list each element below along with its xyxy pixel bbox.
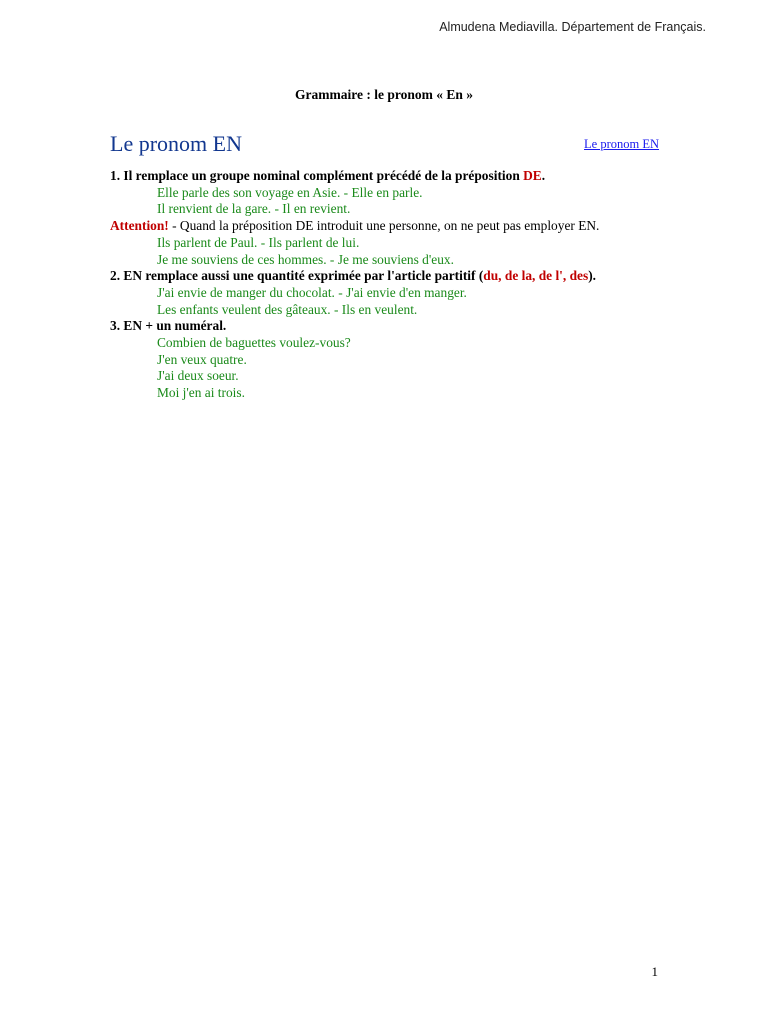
rule-1 <box>110 168 655 185</box>
rule-3: 3. EN + un numéral. <box>110 318 227 334</box>
example-3-3: J'ai deux soeur. <box>157 368 239 384</box>
attention-label: Attention! <box>110 218 169 234</box>
rule-2-close: ). <box>588 268 597 284</box>
page-header-author: Almudena Mediavilla. Département de Français. <box>439 20 706 34</box>
rule-1-text: 1. Il remplace un groupe nominal complément précédé de la préposition <box>110 168 524 183</box>
example-1-2: Il renvient de la gare. - Il en revient. <box>157 201 351 217</box>
attention-text: - Quand la préposition DE introduit une personne, on ne peut pas employer EN. <box>168 218 600 234</box>
section-heading: Le pronom EN <box>110 131 242 156</box>
example-3-4: Moi j'en ai trois. <box>157 385 245 401</box>
example-3-1: Combien de baguettes voulez-vous? <box>157 335 351 351</box>
example-1-4: Je me souviens de ces hommes. - Je me souviens d'eux. <box>157 251 454 267</box>
example-2-1: J'ai envie de manger du chocolat. - J'ai envie d'en manger. <box>157 284 467 300</box>
lesson-content <box>110 168 655 402</box>
example-1-3: Ils parlent de Paul. - Ils parlent de lui. <box>157 234 360 250</box>
attention-note <box>110 218 655 235</box>
page-number: 1 <box>651 964 658 979</box>
rule-1-period: . <box>541 168 546 183</box>
rule-2-keywords: du, de la, de l', des <box>483 268 589 284</box>
example-2-2: Les enfants veulent des gâteaux. - Ils en veulent. <box>157 301 418 317</box>
example-1-1: Elle parle des son voyage en Asie. - Elle en parle. <box>157 184 423 200</box>
document-title: Grammaire : le pronom « En » <box>295 87 473 102</box>
heading-link[interactable]: Le pronom EN <box>584 137 659 151</box>
rule-2-text: 2. EN remplace aussi une quantité exprimée par l'article partitif ( <box>110 268 484 284</box>
rule-2 <box>110 268 655 285</box>
rule-1-keyword: DE <box>523 168 542 183</box>
example-3-2: J'en veux quatre. <box>157 351 247 367</box>
